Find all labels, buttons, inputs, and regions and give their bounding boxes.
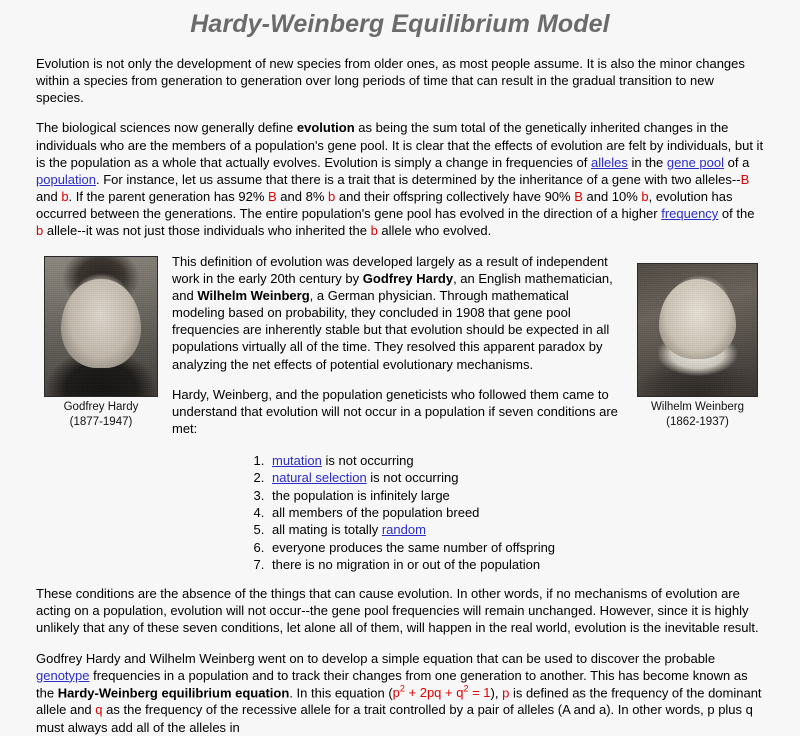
text-fragment: , an English mathematician, and	[172, 270, 613, 303]
text-fragment: Godfrey Hardy and Wilhelm Weinberg went on to develop a simple equation that can be used to discover the probable	[36, 650, 716, 666]
figure-caption-dates: (1862-1937)	[666, 415, 729, 428]
list-item-text: is not occurring	[366, 470, 459, 486]
equation-middle: + 2pq + q	[404, 685, 464, 701]
portrait-godfrey-hardy-image	[44, 256, 158, 397]
text-fragment: The biological sciences now generally define	[36, 120, 297, 136]
paragraph-equation-intro	[36, 650, 764, 736]
text-fragment: Hardy, Weinberg, and the population geneticists who followed them came to understand that evolution will not occur in a population if seven conditions are met:	[172, 386, 618, 436]
text-fragment: as being the sum total of the genetically inherited changes in the individuals who are the members of a population's gene pool. It is clear that the effects of evolution are felt by individuals, but it is the population as a whole that actually evolves. Evolution is simply a change in frequencies of	[36, 120, 764, 170]
figure-caption-name: Wilhelm Weinberg	[650, 400, 745, 413]
text-fragment: allele who evolved.	[377, 223, 492, 239]
text-fragment: . In this equation (	[289, 685, 393, 701]
list-item-text: everyone produces the same number of offspring	[272, 539, 556, 555]
allele-symbol-b: b	[36, 223, 44, 239]
text-fragment: , a German physician. Through mathematical modeling based on probability, they concluded in 1908 that gene pool frequencies are inherently stable but that evolution should be expected in all populations virtually all of the time. They resolved this apparent paradox by analyzing the net effects of potential evolutionary mechanisms.	[172, 287, 610, 372]
figure-caption-dates: (1877-1947)	[69, 415, 133, 428]
text-fragment: . If the parent generation has 92%	[68, 189, 269, 205]
list-seven-conditions	[36, 452, 764, 573]
text-fragment: and their offspring collectively have 90%	[335, 189, 575, 205]
list-item-text: all mating is totally	[272, 522, 382, 538]
text-fragment: This definition of evolution was developed largely as a result of independent work in the early 20th century by	[172, 253, 608, 286]
figure-caption-hardy	[44, 397, 158, 430]
text-fragment: in the	[627, 154, 667, 170]
emphasis-godfrey-hardy: Godfrey Hardy	[362, 270, 454, 286]
text-fragment: allele--it was not just those individuals who inherited the	[43, 223, 371, 239]
figure-caption-name: Godfrey Hardy	[63, 400, 139, 413]
text-fragment: and	[36, 189, 62, 205]
text-fragment: of the	[718, 206, 755, 222]
paragraph-text: Evolution is not only the development of new species from older ones, as most people assume. It is also the minor changes within a species from generation to generation over long periods of time that can result in the gradual transition to new species.	[36, 56, 745, 106]
paragraph-biological-sciences	[36, 119, 764, 239]
equation-hardy-weinberg	[393, 685, 491, 700]
text-fragment: as	[102, 702, 120, 718]
page-title: Hardy-Weinberg Equilibrium Model	[190, 10, 610, 38]
text-fragment: and 8%	[276, 189, 329, 205]
portraits-and-text-section	[36, 253, 764, 586]
figure-wilhelm-weinberg	[637, 263, 758, 430]
paragraph-seven-conditions-intro	[172, 386, 621, 437]
equation-exponent: 2	[463, 683, 469, 694]
figure-caption-weinberg	[637, 397, 758, 430]
list-item	[268, 521, 764, 538]
text-fragment-cut-off: the frequency of the recessive allele for a trait controlled by a pair of alleles (A and a). In other words, p plus q must always add all of the alleles in	[36, 702, 753, 735]
portrait-wilhelm-weinberg-image	[637, 263, 758, 397]
list-item	[268, 452, 764, 469]
text-fragment: . For instance, let us assume that there is a trait that is determined by the inheritance of a gene with two alleles--	[96, 171, 741, 187]
allele-symbol-b: b	[328, 189, 336, 205]
link-mutation[interactable]: mutation	[272, 453, 322, 469]
paragraph-definition-origin	[172, 253, 621, 373]
figure-godfrey-hardy	[44, 256, 158, 430]
variable-q: q	[95, 702, 103, 718]
text-fragment: and 10%	[582, 189, 642, 205]
text-fragment: frequencies in a population and to track their changes from one generation to another. This has become known as the	[36, 667, 748, 701]
link-alleles[interactable]: alleles	[591, 154, 628, 170]
list-item-text: all members of the population breed	[272, 504, 480, 520]
list-item-text: there is no migration in or out of the population	[272, 556, 541, 572]
text-fragment: ),	[490, 685, 503, 701]
emphasis-hardy-weinberg-equation: Hardy-Weinberg equilibrium equation	[57, 685, 290, 701]
emphasis-evolution: evolution	[296, 120, 355, 136]
text-fragment: , evolution has occurred between the generations. The entire population's gene pool has evolved in the direction of a higher	[36, 189, 733, 222]
paragraph-evolution-intro	[36, 55, 764, 106]
variable-p: p	[502, 685, 510, 701]
equation-exponent: 2	[399, 683, 405, 694]
text-fragment: of a	[724, 154, 750, 170]
equation-end: = 1	[468, 685, 491, 701]
link-random[interactable]: random	[381, 522, 426, 538]
allele-symbol-b: b	[61, 189, 69, 205]
link-population[interactable]: population	[36, 171, 96, 187]
emphasis-wilhelm-weinberg: Wilhelm Weinberg	[197, 287, 310, 303]
list-item	[268, 469, 764, 486]
link-gene-pool[interactable]: gene pool	[666, 154, 725, 170]
allele-symbol-b: b	[370, 223, 378, 239]
link-frequency[interactable]: frequency	[661, 206, 719, 222]
link-natural-selection[interactable]: natural selection	[272, 470, 367, 486]
text-fragment: is defined as the frequency of the dominant allele and	[36, 685, 762, 718]
list-item	[268, 504, 764, 521]
allele-symbol-B: B	[740, 171, 750, 187]
text-fragment: These conditions are the absence of the things that can cause evolution. In other words, if no mechanisms of evolution are acting on a population, evolution will not occur--the gene pool frequencies will remain unchanged. However, since it is highly unlikely that any of these seven conditions, let alone all of them, will happen in the real world, evolution is the inevitable result.	[36, 586, 759, 636]
list-item	[268, 539, 764, 556]
list-item-text: is not occurring	[321, 453, 414, 469]
link-genotype[interactable]: genotype	[36, 667, 90, 683]
between-portraits-text	[172, 253, 621, 451]
allele-symbol-B: B	[574, 189, 583, 205]
list-item	[268, 487, 764, 504]
list-item-text: the population is infinitely large	[272, 487, 450, 503]
allele-symbol-B: B	[268, 189, 277, 205]
list-item	[268, 556, 764, 573]
paragraph-conditions-absence	[36, 585, 764, 636]
allele-symbol-b: b	[641, 189, 649, 205]
equation-term-p: p	[392, 685, 400, 701]
